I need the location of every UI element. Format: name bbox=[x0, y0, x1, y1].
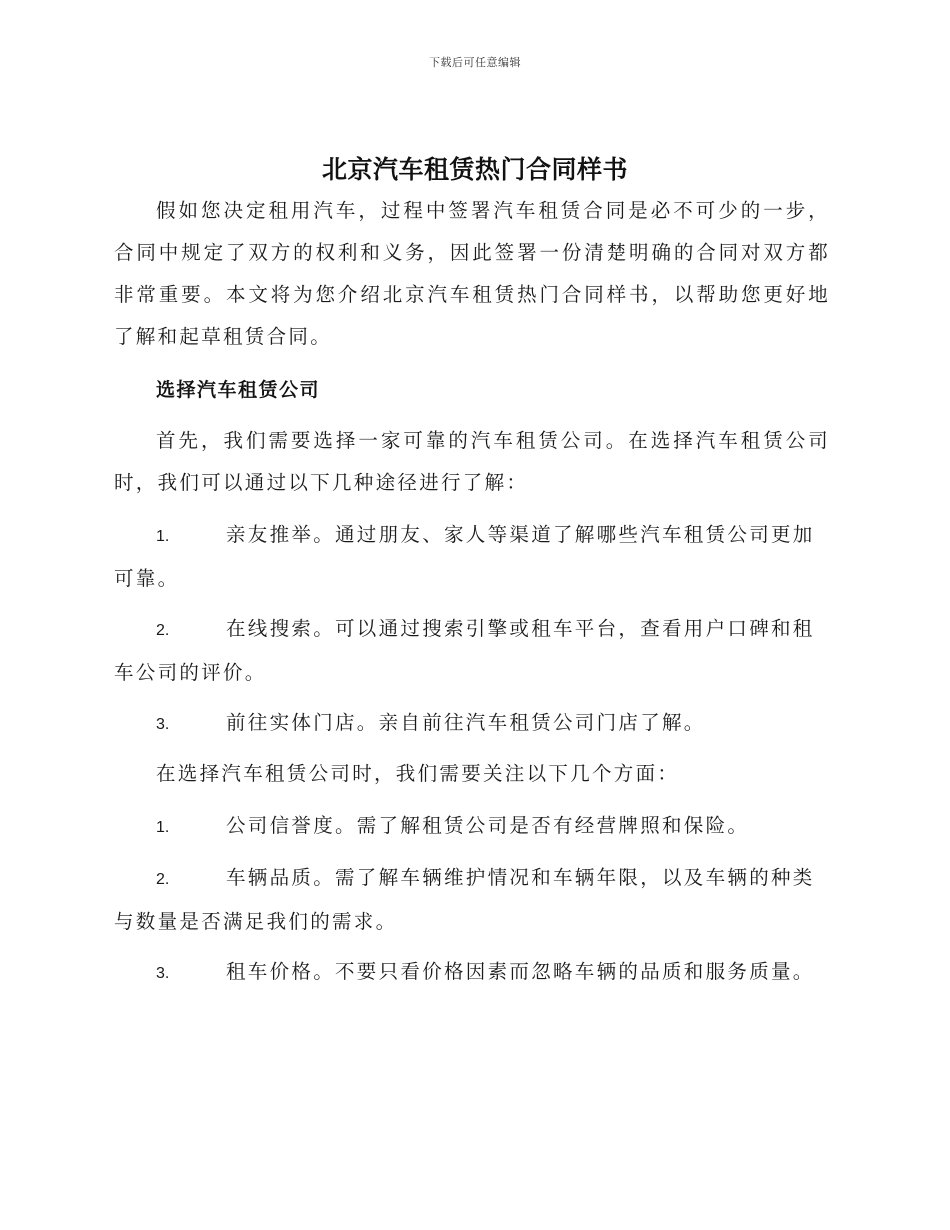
aspects-intro-paragraph: 在选择汽车租赁公司时，我们需要关注以下几个方面： bbox=[156, 762, 680, 785]
list-item bbox=[114, 951, 830, 995]
list-item-text: 公司信誉度。需了解租赁公司是否有经营牌照和保险。 bbox=[226, 814, 750, 837]
list-item bbox=[114, 857, 830, 943]
list-item-number: 1. bbox=[156, 819, 170, 836]
intro-paragraph: 假如您决定租用汽车，过程中签署汽车租赁合同是必不可少的一步，合同中规定了双方的权利和义务，因此签署一份清楚明确的合同对双方都非常重要。本文将为您介绍北京汽车租赁热门合同样书，以帮助您更好地了解和起草租赁合同。 bbox=[114, 199, 830, 348]
list-item-number: 3. bbox=[156, 965, 170, 982]
section-heading: 选择汽车租赁公司 bbox=[156, 379, 321, 401]
list-item bbox=[114, 514, 830, 600]
section-intro-paragraph: 首先，我们需要选择一家可靠的汽车租赁公司。在选择汽车租赁公司时，我们可以通过以下几种途径进行了解： bbox=[114, 429, 830, 494]
list-item-number: 2. bbox=[156, 871, 170, 888]
list-item bbox=[114, 702, 830, 746]
list-item bbox=[114, 608, 830, 694]
header-note: 下载后可任意编辑 bbox=[429, 56, 521, 69]
list-item-number: 2. bbox=[156, 622, 170, 639]
list-item-number: 1. bbox=[156, 528, 170, 545]
list-item-text: 在线搜索。可以通过搜索引擎或租车平台，查看用户口碑和租车公司的评价。 bbox=[114, 617, 815, 684]
document-title: 北京汽车租赁热门合同样书 bbox=[321, 155, 628, 184]
list-item-number: 3. bbox=[156, 716, 170, 733]
list-item-text: 车辆品质。需了解车辆维护情况和车辆年限，以及车辆的种类与数量是否满足我们的需求。 bbox=[114, 866, 815, 933]
list-item-text: 租车价格。不要只看价格因素而忽略车辆的品质和服务质量。 bbox=[226, 960, 815, 983]
list-item-text: 前往实体门店。亲自前往汽车租赁公司门店了解。 bbox=[226, 711, 706, 734]
list-item-text: 亲友推举。通过朋友、家人等渠道了解哪些汽车租赁公司更加可靠。 bbox=[114, 523, 815, 590]
list-item bbox=[114, 805, 830, 849]
